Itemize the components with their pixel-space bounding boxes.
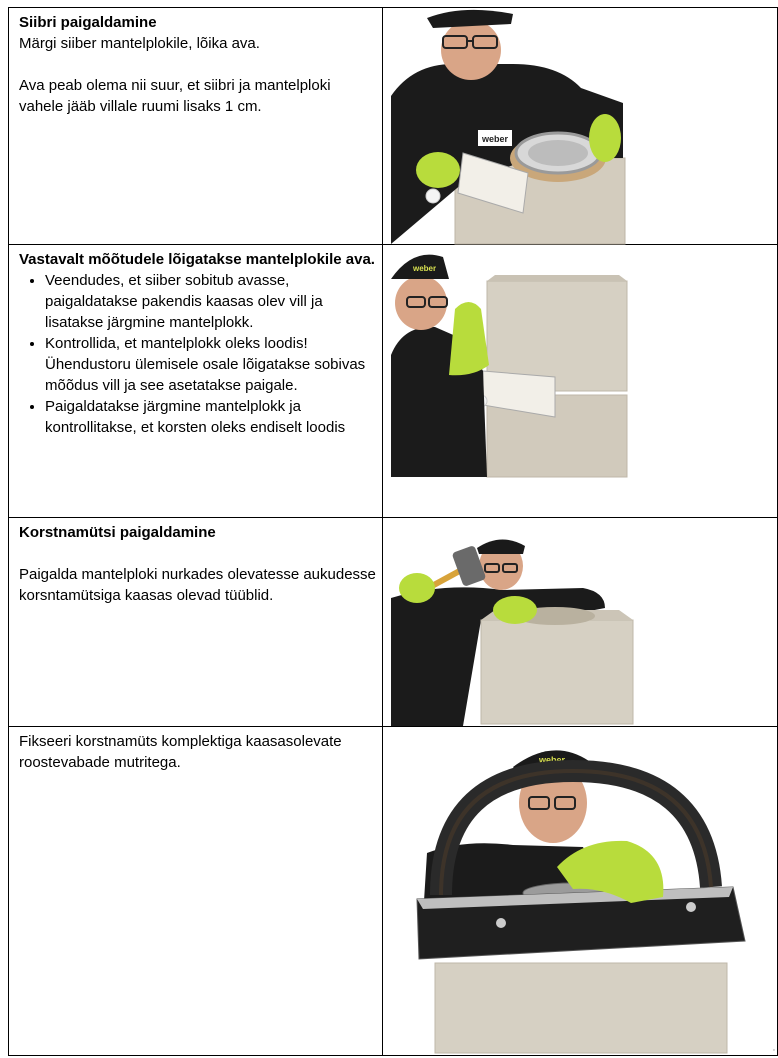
worker-fixing-chimney-cap-photo: [383, 727, 777, 1055]
step-2-photo-cell: [383, 245, 778, 518]
step-1-line-1: Märgi siiber mantelplokile, lõika ava.: [19, 35, 260, 52]
step-row-2: [9, 245, 778, 518]
step-1-title: Siibri paigaldamine: [19, 14, 157, 31]
worker-leveling-block-photo: [383, 245, 777, 517]
step-3-photo-cell: [383, 518, 778, 727]
page-corner-mark: ▫: [772, 1047, 775, 1054]
step-4-text-cell: [9, 727, 383, 1056]
step-4-line-1: Fikseeri korstnamüts komplektiga kaasasolevate roostevabade mutritega.: [19, 733, 342, 771]
step-3-title: Korstnamütsi paigaldamine: [19, 524, 216, 541]
step-1-text-cell: [9, 8, 383, 245]
step-3-line-1: Paigalda mantelploki nurkades olevatesse aukudesse korsntamütsiga kaasas olevad tüüblid.: [19, 566, 376, 604]
cap-brand-text: weber: [413, 264, 437, 273]
worker-installing-damper-photo: [383, 8, 777, 244]
step-row-3: [9, 518, 778, 727]
step-2-bullet-1: • Veendudes, et siiber sobitub avasse, paigaldatakse pakendis kaasas olev vill ja lisatakse järgmine mantelplokk.: [45, 270, 376, 333]
step-2-title: Vastavalt mõõtudele lõigatakse mantelplokile ava.: [19, 251, 375, 268]
step-1-line-2: Ava peab olema nii suur, et siibri ja mantelploki vahele jääb villale ruumi lisaks 1 cm.: [19, 77, 331, 115]
installation-steps-table: [8, 7, 778, 1056]
step-row-1: [9, 8, 778, 245]
step-2-bullet-2: • Kontrollida, et mantelplokk oleks loodis! Ühendustoru ülemisele osale lõigatakse sobivas mõõdus vill ja see asetatakse paigale.: [45, 333, 376, 396]
worker-hammering-dowels-photo: [383, 518, 777, 726]
step-3-text-cell: [9, 518, 383, 727]
step-2-text-cell: [9, 245, 383, 518]
step-1-photo-cell: [383, 8, 778, 245]
step-2-bullet-3: • Paigaldatakse järgmine mantelplokk ja kontrollitakse, et korsten oleks endiselt loodis: [45, 396, 376, 438]
brand-logo-text: weber: [481, 134, 509, 144]
step-row-4: [9, 727, 778, 1056]
step-4-photo-cell: [383, 727, 778, 1056]
step-2-bullet-list: [19, 270, 376, 438]
hat-brand-text: weber: [539, 755, 566, 765]
